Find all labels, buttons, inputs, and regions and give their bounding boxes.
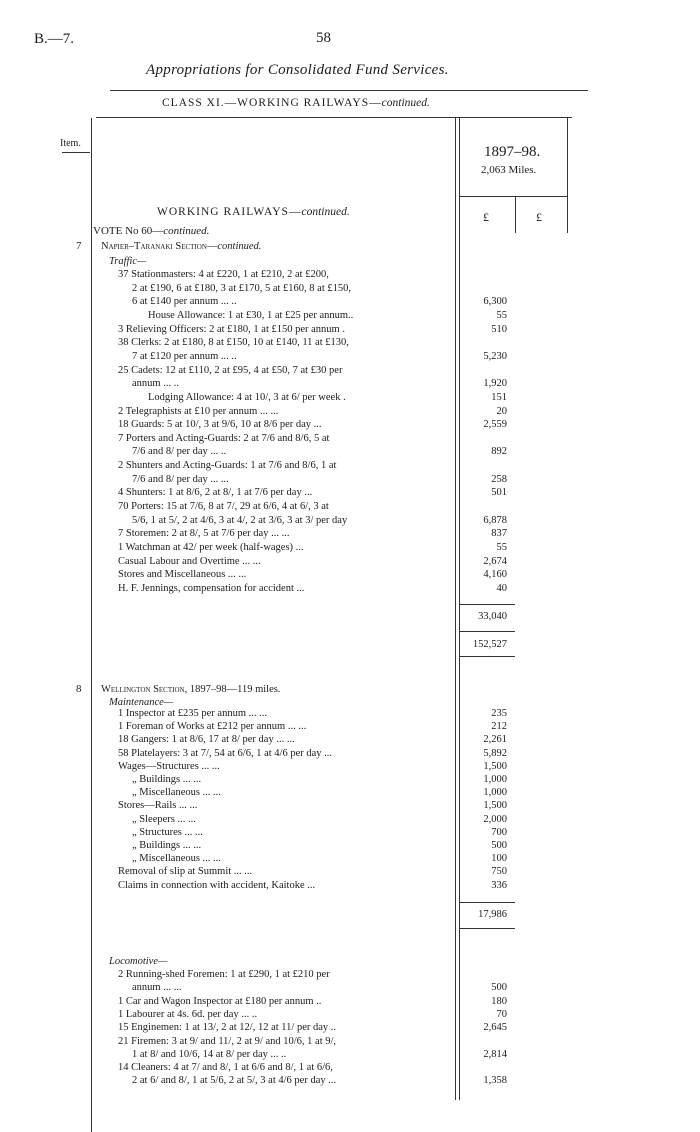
locomotive-line-text: annum ... ...: [132, 982, 182, 994]
locomotive-line-text: 15 Enginemen: 1 at 13/, 2 at 12/, 12 at 11/ per day ..: [118, 1022, 337, 1034]
item-7-line-amount: 55: [496, 542, 507, 553]
maintenance-subhead: Maintenance—: [109, 697, 174, 708]
item-7-line-text: 1 Watchman at 42/ per week (half-wages) ...: [118, 542, 304, 553]
pound-sign-left: £: [483, 210, 489, 224]
section-heading-main: WORKING RAILWAYS—: [157, 206, 302, 218]
maintenance-line-amount: 100: [491, 853, 507, 865]
class-line-cont: continued.: [381, 97, 430, 109]
locomotive-line-amount: 180: [491, 995, 507, 1007]
item-column-rule: [91, 118, 92, 1132]
column-heading-rule: [459, 196, 567, 197]
locomotive-line-text: 14 Cleaners: 4 at 7/ and 8/, 1 at 6/6 and 8/, 1 at 6/6,: [118, 1062, 333, 1074]
section-heading: [157, 206, 350, 218]
locomotive-line-text: 2 at 6/ and 8/, 1 at 5/6, 2 at 5/, 3 at 4/6 per day ...: [132, 1075, 337, 1087]
maintenance-line-amount: 5,892: [483, 747, 507, 759]
item-7-line-amount: 5,230: [483, 350, 507, 362]
class-line-main: CLASS XI.—WORKING RAILWAYS—: [162, 97, 382, 109]
maintenance-line-text: 1 Foreman of Works at £212 per annum ... ...: [118, 721, 307, 733]
item-7-subhead: Traffic—: [109, 256, 147, 267]
item-label-rule: [62, 152, 90, 153]
locomotive-line-amount: 2,814: [483, 1048, 507, 1060]
maintenance-line-text: Stores—Rails ... ...: [118, 800, 198, 812]
maintenance-line-amount: 700: [491, 826, 507, 838]
locomotive-line-text: 1 at 8/ and 10/6, 14 at 8/ per day ... ..: [132, 1048, 287, 1060]
amount-column-divider-rule: [515, 197, 516, 233]
maintenance-line-text: „ Buildings ... ...: [132, 840, 202, 851]
item-7-line-text: 37 Stationmasters: 4 at £220, 1 at £210, 2 at £200,: [118, 269, 329, 280]
item-7-line-text: 4 Shunters: 1 at 8/6, 2 at 8/, 1 at 7/6 per day ...: [118, 487, 313, 499]
item-7-line-text: 5/6, 1 at 5/, 2 at 4/6, 3 at 4/, 2 at 3/6, 3 at 3/ per day: [132, 514, 348, 526]
maintenance-line-text: „ Sleepers ... ...: [132, 813, 196, 825]
item-7-line-text: Casual Labour and Overtime ... ...: [118, 555, 261, 567]
vote-heading: [93, 226, 209, 237]
maintenance-line-amount: 336: [491, 879, 507, 891]
item-7-line-text: Stores and Miscellaneous ... ...: [118, 569, 247, 581]
maintenance-total-rule: [459, 902, 515, 903]
item-7-line-text: H. F. Jennings, compensation for accident ...: [118, 582, 305, 594]
item-7-subtotal-rule: [459, 604, 515, 605]
maintenance-line-amount: 2,000: [483, 813, 507, 825]
maintenance-line-amount: 235: [491, 708, 507, 719]
document-ref: B.—7.: [34, 31, 75, 47]
locomotive-line-text: 1 Car and Wagon Inspector at £180 per annum ..: [118, 995, 322, 1007]
maintenance-line-amount: 1,000: [483, 774, 507, 785]
maintenance-line-amount: 2,261: [483, 734, 507, 746]
item-7-line-amount: 20: [496, 405, 507, 417]
item-7-line-amount: 6,300: [483, 296, 507, 308]
maintenance-line-text: „ Buildings ... ...: [132, 774, 202, 785]
item-7-title-main: Napier–Taranaki Section—: [101, 241, 218, 252]
maintenance-line-amount: 750: [491, 866, 507, 878]
amount-column-inner-left-rule: [459, 118, 460, 1100]
item-7-line-amount: 258: [491, 473, 507, 485]
item-7-number: 7: [76, 240, 82, 252]
miles-heading: 2,063 Miles.: [481, 164, 537, 176]
item-7-title: [101, 241, 261, 252]
header-rule-top: [110, 90, 588, 91]
item-7-line-text: 2 Telegraphists at £10 per annum ... ...: [118, 405, 279, 417]
maintenance-line-amount: 500: [491, 840, 507, 851]
maintenance-total-bottom-rule: [459, 928, 515, 929]
item-7-line-text: 2 Shunters and Acting-Guards: 1 at 7/6 and 8/6, 1 at: [118, 460, 337, 472]
maintenance-line-text: Claims in connection with accident, Kaitoke ...: [118, 879, 316, 891]
maintenance-line-text: Wages—Structures ... ...: [118, 760, 220, 772]
locomotive-line-amount: 70: [496, 1008, 507, 1020]
item-7-line-amount: 6,878: [483, 514, 507, 526]
maintenance-line-text: 1 Inspector at £235 per annum ... ...: [118, 708, 268, 719]
item-7-line-text: 18 Guards: 5 at 10/, 3 at 9/6, 10 at 8/6 per day ...: [118, 419, 322, 431]
item-7-line-text: 7 Porters and Acting-Guards: 2 at 7/6 and 8/6, 5 at: [118, 432, 330, 444]
locomotive-line-amount: 1,358: [483, 1075, 507, 1087]
item-7-line-text: 6 at £140 per annum ... ..: [132, 296, 237, 308]
item-7-total-rule: [459, 631, 515, 632]
maintenance-total: 17,986: [478, 909, 507, 920]
maintenance-line-text: „ Miscellaneous ... ...: [132, 787, 221, 799]
item-7-line-amount: 40: [496, 582, 507, 594]
maintenance-line-text: „ Miscellaneous ... ...: [132, 853, 221, 865]
maintenance-line-amount: 1,500: [483, 800, 507, 812]
vote-label: VOTE No 60—: [93, 225, 164, 237]
item-7-line-amount: 1,920: [483, 378, 507, 390]
locomotive-line-amount: 500: [491, 982, 507, 994]
maintenance-line-text: 18 Gangers: 1 at 8/6, 17 at 8/ per day ... ...: [118, 734, 295, 746]
item-7-line-amount: 501: [491, 487, 507, 499]
maintenance-line-amount: 1,500: [483, 760, 507, 772]
class-line: [162, 97, 430, 109]
item-7-total: 152,527: [472, 639, 507, 650]
maintenance-line-text: 58 Platelayers: 3 at 7/, 54 at 6/6, 1 at 4/6 per day ...: [118, 747, 333, 759]
item-7-line-text: 3 Relieving Officers: 2 at £180, 1 at £150 per annum .: [118, 323, 345, 335]
item-7-line-text: 25 Cadets: 12 at £110, 2 at £95, 4 at £50, 7 at £30 per: [118, 364, 343, 376]
locomotive-line-text: 2 Running-shed Foremen: 1 at £290, 1 at £210 per: [118, 969, 330, 980]
item-column-label: Item.: [60, 138, 81, 149]
amount-column-left-rule: [455, 118, 456, 1100]
item-7-line-text: annum ... ..: [132, 378, 179, 390]
item-7-line-amount: 510: [491, 323, 507, 335]
maintenance-line-text: „ Structures ... ...: [132, 826, 203, 838]
page-title: Appropriations for Consolidated Fund Services.: [146, 62, 449, 78]
item-7-line-text: Lodging Allowance: 4 at 10/, 3 at 6/ per week .: [148, 391, 346, 403]
item-7-total-bottom-rule: [459, 656, 515, 657]
year-heading: 1897–98.: [484, 144, 541, 160]
item-7-line-text: 2 at £190, 6 at £180, 3 at £170, 5 at £160, 8 at £150,: [132, 282, 352, 294]
item-7-line-amount: 55: [496, 309, 507, 321]
item-7-line-text: 7/6 and 8/ per day ... ...: [132, 473, 229, 485]
locomotive-line-text: 21 Firemen: 3 at 9/ and 11/, 2 at 9/ and 10/6, 1 at 9/,: [118, 1035, 337, 1047]
pound-sign-right: £: [536, 210, 542, 224]
item-7-line-text: 7 Storemen: 2 at 8/, 5 at 7/6 per day ... ...: [118, 528, 290, 540]
section-heading-cont: continued.: [301, 206, 350, 218]
item-7-line-amount: 837: [491, 528, 507, 540]
locomotive-subhead: Locomotive—: [109, 956, 168, 967]
page-number: 58: [316, 30, 331, 46]
maintenance-line-text: Removal of slip at Summit ... ...: [118, 866, 253, 878]
item-7-line-amount: 892: [491, 446, 507, 458]
item-7-line-amount: 2,559: [483, 419, 507, 431]
item-7-line-amount: 151: [491, 391, 507, 403]
locomotive-line-text: 1 Labourer at 4s. 6d. per day ... ..: [118, 1008, 258, 1020]
item-8-title: [101, 684, 280, 695]
item-8-number: 8: [76, 683, 82, 695]
item-7-line-text: 38 Clerks: 2 at £180, 8 at £150, 10 at £140, 11 at £130,: [118, 337, 349, 349]
item-8-title-rest: 1897–98—119 miles.: [187, 684, 281, 695]
locomotive-line-amount: 2,645: [483, 1022, 507, 1034]
item-7-title-cont: continued.: [217, 241, 262, 252]
item-7-line-text: House Allowance: 1 at £30, 1 at £25 per annum..: [148, 309, 354, 321]
header-rule-bottom: [96, 117, 572, 118]
item-8-title-main: Wellington Section,: [101, 684, 188, 695]
item-7-line-amount: 2,674: [483, 555, 507, 567]
item-7-line-text: 7 at £120 per annum ... ..: [132, 350, 237, 362]
item-7-line-text: 70 Porters: 15 at 7/6, 8 at 7/, 29 at 6/6, 4 at 6/, 3 at: [118, 501, 329, 513]
vote-cont: continued.: [163, 225, 210, 237]
maintenance-line-amount: 212: [491, 721, 507, 733]
item-7-line-amount: 4,160: [483, 569, 507, 581]
item-7-line-text: 7/6 and 8/ per day ... ..: [132, 446, 227, 458]
amount-column-right-rule: [567, 118, 568, 233]
maintenance-line-amount: 1,000: [483, 787, 507, 799]
item-7-subtotal: 33,040: [478, 611, 507, 622]
